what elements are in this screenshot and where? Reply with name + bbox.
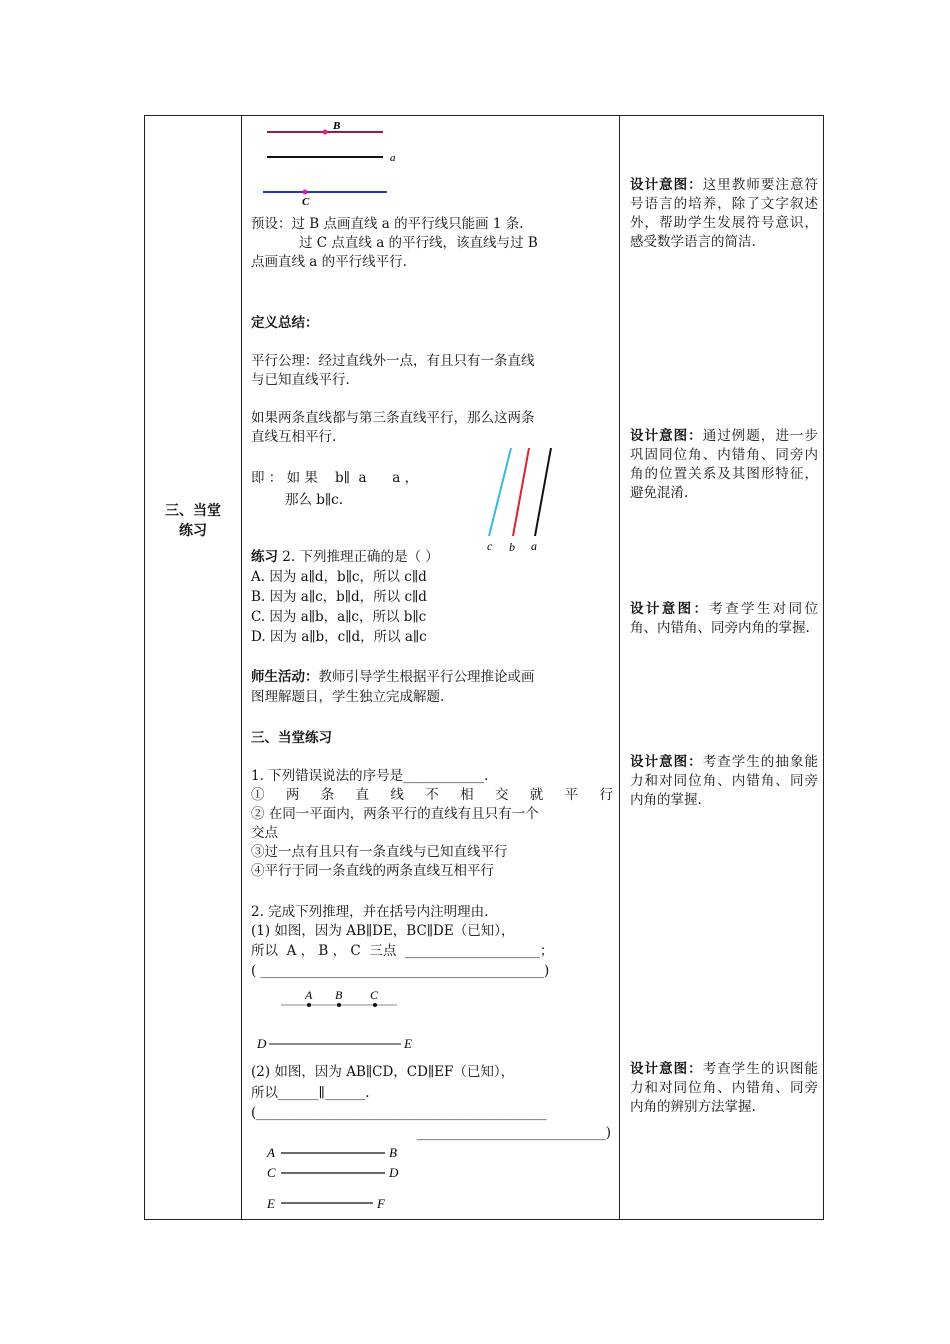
label-D: D bbox=[257, 1036, 267, 1051]
corollary-line-1: 如果两条直线都与第三条直线平行，那么这两条 bbox=[251, 410, 535, 426]
q2-part1-line1: (1) 如图，因为 AB∥DE，BC∥DE（已知）， bbox=[251, 923, 515, 939]
figure-parallel-through-points bbox=[257, 119, 397, 207]
label-B: B bbox=[333, 120, 341, 132]
q1-item-4: ④平行于同一条直线的两条直线互相平行 bbox=[251, 863, 494, 879]
label-C: C bbox=[267, 1165, 276, 1180]
label-a: a bbox=[390, 152, 396, 164]
label-a: a bbox=[531, 539, 537, 553]
q2-part2-line1: (2) 如图，因为 AB∥CD，CD∥EF（已知）， bbox=[251, 1064, 515, 1080]
label-B: B bbox=[389, 1145, 397, 1160]
exercise2-stem: 练习 2. 下列推理正确的是（ ） bbox=[251, 549, 439, 565]
q2-part2-line3: (___________________________________________ bbox=[251, 1105, 547, 1121]
figure-three-lines bbox=[479, 444, 559, 556]
q2-stem: 2. 完成下列推理，并在括号内注明理由. bbox=[251, 904, 489, 920]
label-D: D bbox=[389, 1165, 399, 1180]
preset-line-3: 点画直线 a 的平行线平行. bbox=[251, 254, 407, 270]
q1-item-2-cont: 交点 bbox=[251, 825, 278, 841]
q2-part2-line2: 所以______∥______. bbox=[251, 1085, 370, 1101]
label-F: F bbox=[377, 1196, 385, 1211]
q1-item-2: ② 在同一平面内，两条平行的直线有且只有一个 bbox=[251, 806, 539, 822]
row-label-cell bbox=[145, 116, 241, 1219]
q2-part2-line4: ____________________________) bbox=[416, 1125, 611, 1141]
label-B: B bbox=[335, 988, 343, 1002]
ji-line-2: 那么 b∥c. bbox=[285, 492, 344, 508]
design-intent-1: 设计意图：这里教师要注意符号语言的培养，除了文字叙述外，帮助学生发展符号意识，感受数学语言的简洁. bbox=[630, 177, 819, 250]
label-A: A bbox=[267, 1145, 275, 1160]
design-intent-5: 设计意图：考查学生的识图能力和对同位角、内错角、同旁内角的辨别方法掌握. bbox=[630, 1061, 819, 1115]
q1-stem: 1. 下列错误说法的序号是____________. bbox=[251, 768, 489, 784]
design-intent-2: 设计意图：通过例题，进一步巩固同位角、内错角、同旁内角的位置关系及其图形特征，避免混淆. bbox=[630, 428, 819, 501]
lesson-table bbox=[144, 115, 824, 1220]
q1-item-1: ① 两 条 直 线 不 相 交 就 平 行 bbox=[251, 787, 613, 803]
label-C: C bbox=[370, 988, 379, 1002]
label-A: A bbox=[305, 988, 313, 1002]
ji-line-1: 即 ： 如 果 b∥ a a ， bbox=[251, 470, 419, 486]
label-c: c bbox=[487, 539, 493, 553]
preset-line-2: 过 C 点直线 a 的平行线，该直线与过 B bbox=[299, 235, 538, 251]
exercise2-option-a: A. 因为 a∥d，b∥c，所以 c∥d bbox=[251, 569, 427, 585]
activity-line-2: 图理解题目，学生独立完成解题. bbox=[251, 689, 445, 705]
figure-three-parallel-lines bbox=[255, 1142, 435, 1214]
figure-collinear-points bbox=[255, 984, 435, 1056]
corollary-line-2: 直线互相平行. bbox=[251, 429, 337, 445]
label-C: C bbox=[302, 196, 310, 207]
exercise2-option-b: B. 因为 a∥c，b∥d，所以 c∥d bbox=[251, 589, 427, 605]
exercise2-option-d: D. 因为 a∥b，c∥d，所以 a∥c bbox=[251, 629, 427, 645]
label-E: E bbox=[404, 1036, 412, 1051]
exercise2-title: 练习 bbox=[251, 549, 278, 565]
axiom-line-1: 平行公理：经过直线外一点，有且只有一条直线 bbox=[251, 353, 535, 369]
q1-item-3: ③过一点有且只有一条直线与已知直线平行 bbox=[251, 844, 508, 860]
definition-summary-title: 定义总结： bbox=[251, 315, 319, 331]
column-divider bbox=[619, 116, 620, 1219]
preset-line-1: 预设：过 B 点画直线 a 的平行线只能画 1 条. bbox=[251, 216, 524, 232]
exercise2-option-c: C. 因为 a∥b，a∥c，所以 b∥c bbox=[251, 609, 427, 625]
section-title: 三、当堂练习 bbox=[251, 730, 332, 746]
axiom-line-2: 与已知直线平行. bbox=[251, 372, 350, 388]
label-b: b bbox=[509, 540, 515, 554]
label-E: E bbox=[267, 1196, 275, 1211]
activity-line-1: 师生活动：教师引导学生根据平行公理推论或画 bbox=[251, 669, 535, 685]
column-divider bbox=[241, 116, 242, 1219]
q2-part1-line2: 所以 A ， B ， C 三点 ____________________； bbox=[251, 943, 554, 959]
design-intent-4: 设计意图：考查学生的抽象能力和对同位角、内错角、同旁内角的掌握. bbox=[630, 754, 819, 808]
q2-part1-line3: ( __________________________________________) bbox=[251, 963, 550, 979]
row-label: 三、当堂 练习 bbox=[165, 503, 221, 539]
design-intent-3: 设计意图：考查学生对同位角、内错角、同旁内角的掌握. bbox=[630, 601, 819, 636]
